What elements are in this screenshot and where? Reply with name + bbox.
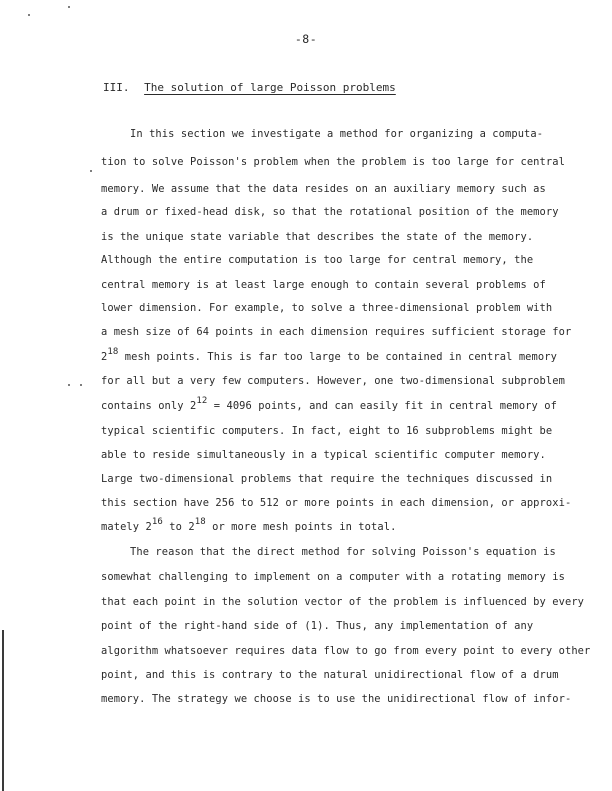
line-text: or more mesh points in total. [205,521,397,533]
paragraph-1-line-2: tion to solve Poisson's problem when the problem is too large for central [101,156,565,168]
paragraph-2-line-6: point, and this is contrary to the natural unidirectional flow of a drum [101,669,559,681]
line-text: contains only [101,400,190,412]
paragraph-1-line-13: typical scientific computers. In fact, eight to 16 subproblems might be [101,425,553,437]
power-exponent: 16 [151,517,163,527]
power-base: 2 [189,400,197,412]
paragraph-2-line-5: algorithm whatsoever requires data flow to go from every point to every other [101,645,591,657]
paragraph-2-line-2: somewhat challenging to implement on a computer with a rotating memory is [101,571,565,583]
paragraph-1-line-8: lower dimension. For example, to solve a three-dimensional problem with [101,302,553,314]
scan-speck [68,6,70,8]
line-text: to [162,521,189,533]
paragraph-1-line-6: Although the entire computation is too large for central memory, the [101,254,534,266]
scan-margin-line [2,630,4,791]
paragraph-1-line-15: Large two-dimensional problems that require the techniques discussed in [101,473,553,485]
paragraph-1-line-11: for all but a very few computers. However, one two-dimensional subproblem [101,375,565,387]
paragraph-1-line-9: a mesh size of 64 points in each dimension requires sufficient storage for [101,326,572,338]
paragraph-1-line-10 [101,347,557,363]
power-base: 2 [101,351,108,363]
power-exponent: 18 [107,347,119,357]
section-title: The solution of large Poisson problems [144,81,396,94]
paragraph-1-line-1: In this section we investigate a method for organizing a computa- [130,128,544,140]
paragraph-1-line-4: a drum or fixed-head disk, so that the rotational position of the memory [101,206,559,218]
paragraph-2-line-1: The reason that the direct method for solving Poisson's equation is [130,546,556,558]
paragraph-1-line-3: memory. We assume that the data resides on an auxiliary memory such as [101,183,546,195]
paragraph-2-line-4: point of the right-hand side of (1). Thus, any implementation of any [101,620,534,632]
scan-speck [90,170,92,172]
scan-speck [80,384,82,386]
scan-speck [68,384,70,386]
section-number: III. [103,81,130,94]
section-heading [103,81,396,94]
power-exponent: 18 [194,517,206,527]
line-text: mately [101,521,146,533]
paragraph-1-line-12 [101,396,557,412]
paragraph-1-line-5: is the unique state variable that describes the state of the memory. [101,231,534,243]
paragraph-2-line-3: that each point in the solution vector of the problem is influenced by every [101,596,585,608]
power-base: 2 [145,521,152,533]
paragraph-1-line-7: central memory is at least large enough to contain several problems of [101,279,546,291]
power-base: 2 [188,521,195,533]
page-number: -8- [294,32,318,46]
paragraph-1-line-16: this section have 256 to 512 or more points in each dimension, or approxi- [101,497,572,509]
power-exponent: 12 [196,396,208,406]
paragraph-2-line-7: memory. The strategy we choose is to use the unidirectional flow of infor- [101,693,572,705]
line-text: = 4096 points, and can easily fit in central memory of [207,400,557,412]
paragraph-1-line-14: able to reside simultaneously in a typical scientific computer memory. [101,449,546,461]
line-text: mesh points. This is far too large to be contained in central memory [118,351,557,363]
paragraph-1-line-17 [101,517,397,533]
scan-speck [28,14,30,16]
